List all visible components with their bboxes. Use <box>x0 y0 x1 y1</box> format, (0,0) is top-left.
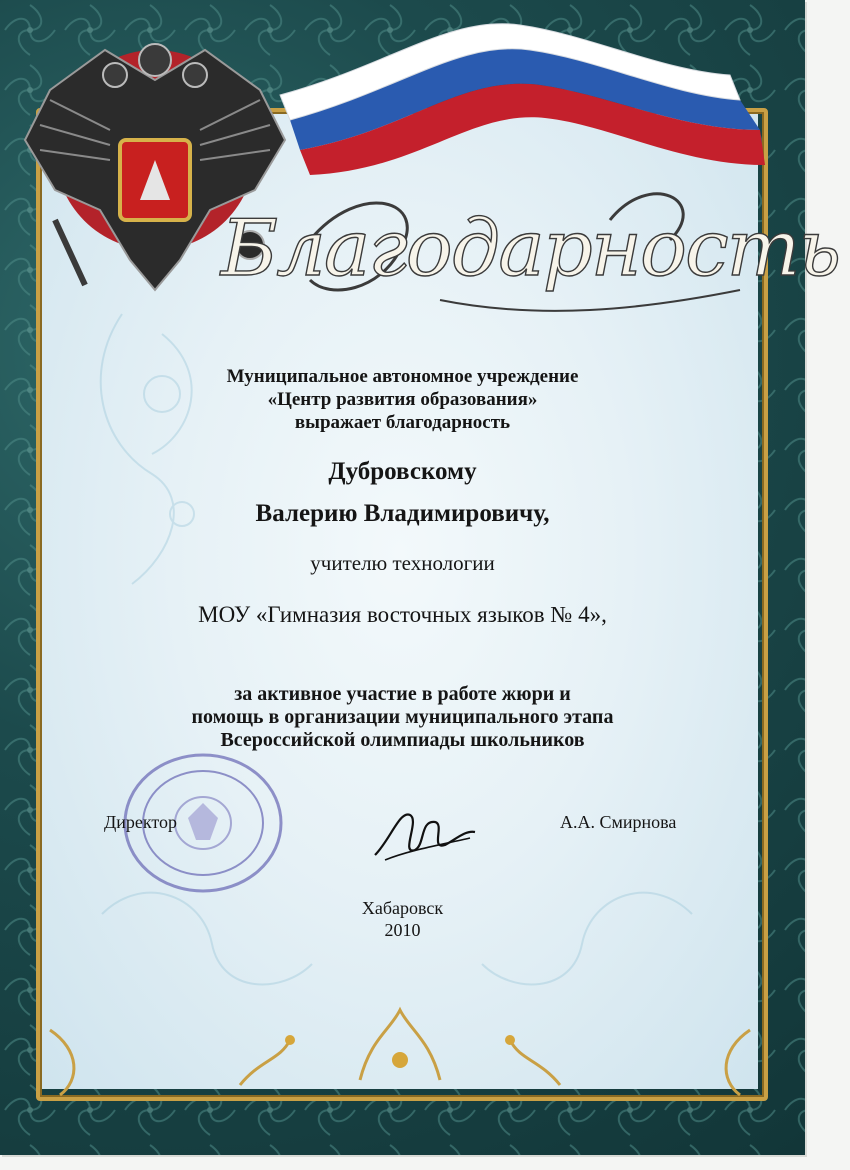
year: 2010 <box>384 920 421 940</box>
director-label: Директор <box>104 812 178 832</box>
org-line-1: Муниципальное автономное учреждение <box>226 366 579 387</box>
org-line-2: «Центр развития образования» <box>267 389 538 410</box>
city: Хабаровск <box>361 898 444 918</box>
recipient-name: Валерию Владимировичу, <box>255 500 550 527</box>
bottom-ornament <box>40 1000 760 1100</box>
recipient-role: учителю технологии <box>310 551 495 575</box>
org-line-3: выражает благодарность <box>294 412 511 433</box>
title-text: Благодарность <box>220 204 840 294</box>
recipient-school: МОУ «Гимназия восточных языков № 4», <box>198 602 607 627</box>
certificate-title <box>220 180 840 330</box>
director-name: А.А. Смирнова <box>560 812 677 832</box>
reason-line-3: Всероссийской олимпиады школьников <box>220 729 585 751</box>
reason-line-1: за активное участие в работе жюри и <box>234 683 571 705</box>
recipient-surname: Дубровскому <box>328 458 477 485</box>
signature-icon <box>370 800 480 870</box>
reason-line-2: помощь в организации муниципального этапа <box>191 706 614 728</box>
